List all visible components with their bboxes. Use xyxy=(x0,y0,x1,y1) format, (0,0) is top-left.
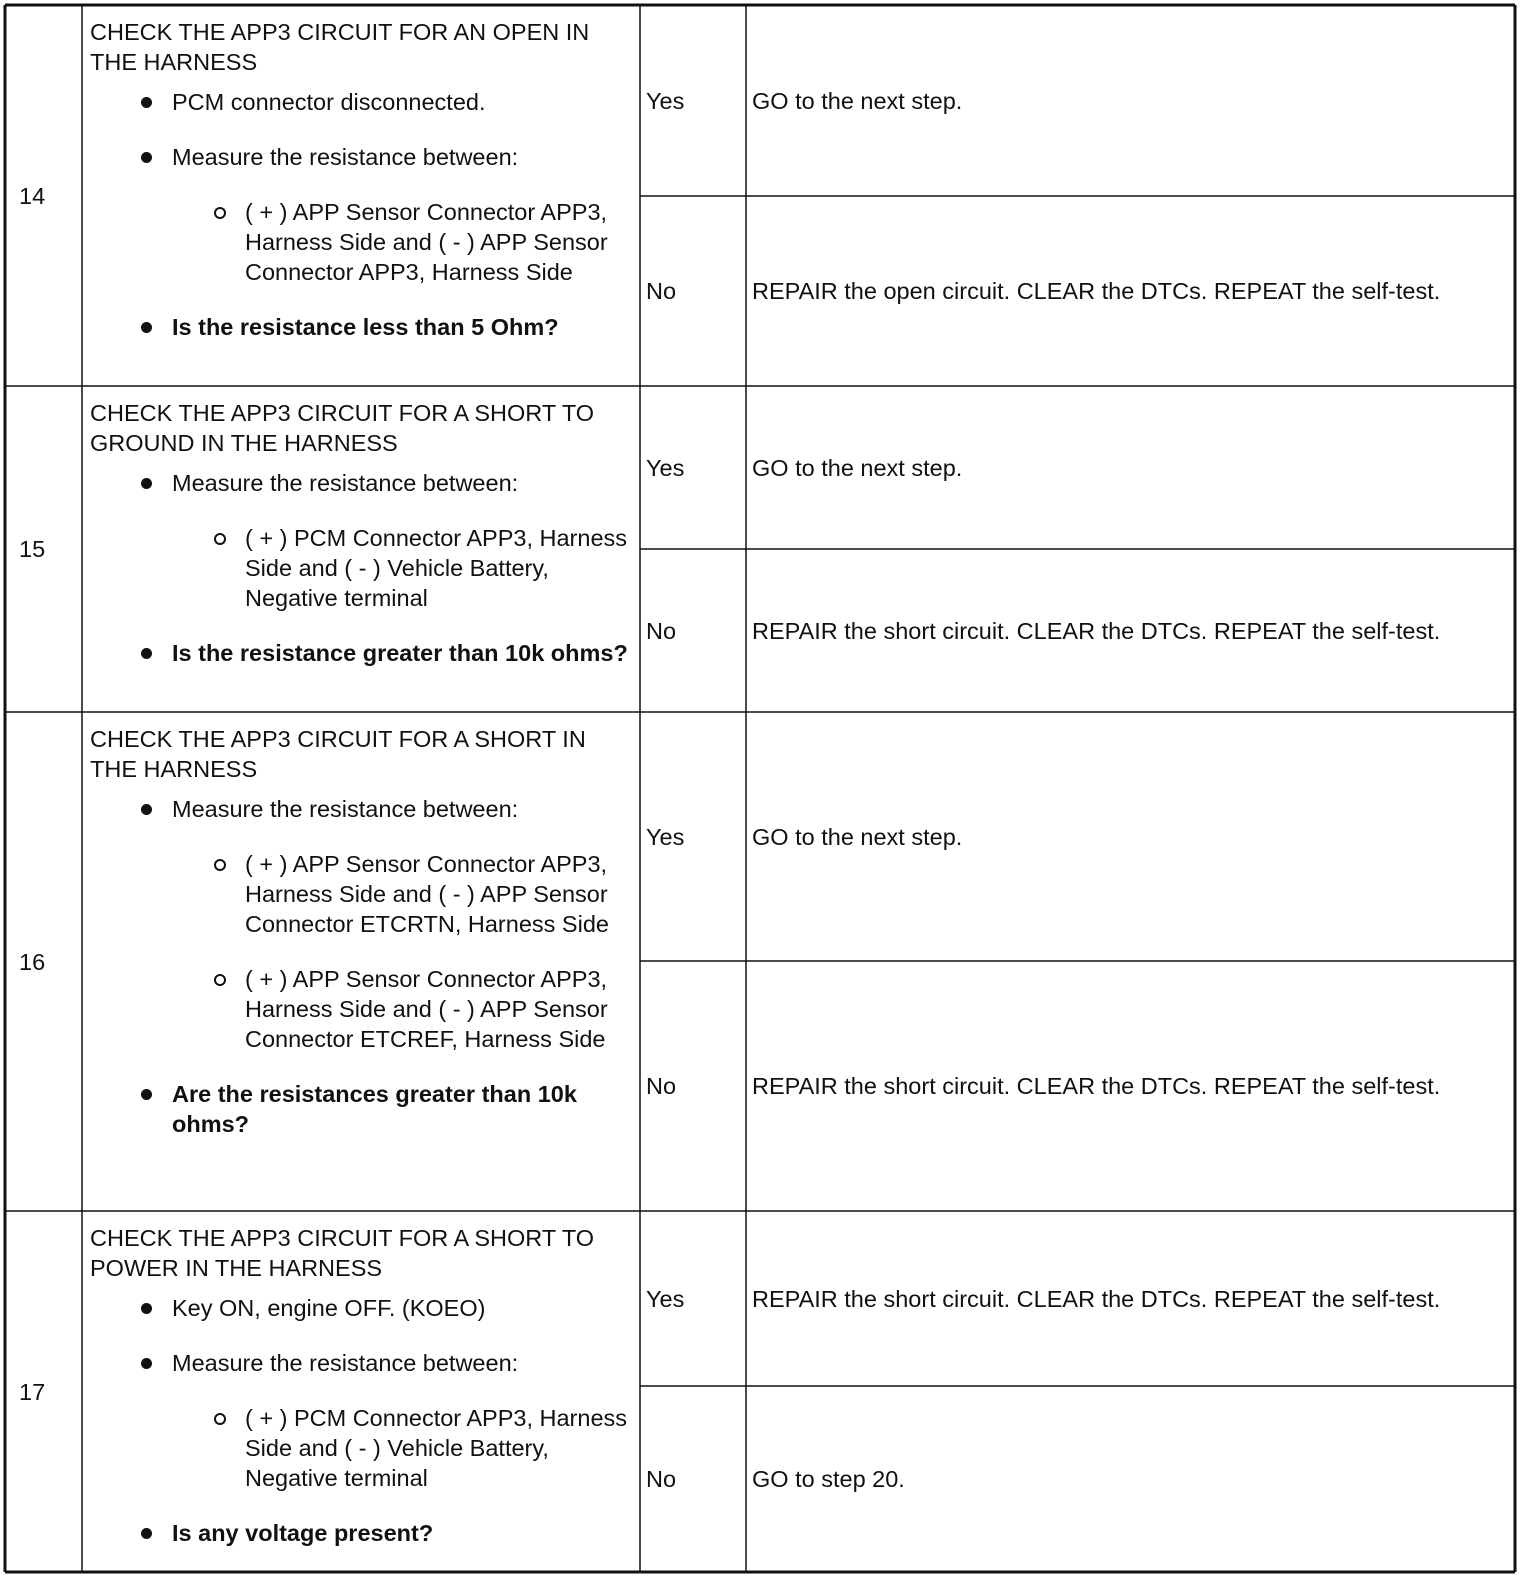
step-number: 17 xyxy=(19,1378,46,1405)
result-answer: No xyxy=(646,617,677,644)
step-sub-instruction: ( + ) PCM Connector APP3, Harness Side and ( - ) Vehicle Battery, Negative terminal xyxy=(90,523,632,613)
step-sub-instruction: ( + ) PCM Connector APP3, Harness Side and ( - ) Vehicle Battery, Negative terminal xyxy=(90,1403,632,1493)
result-answer: No xyxy=(646,278,677,304)
step-title: CHECK THE APP3 CIRCUIT FOR A SHORT IN THE HARNESS xyxy=(90,726,586,782)
result-answer: Yes xyxy=(646,823,685,850)
result-action: REPAIR the open circuit. CLEAR the DTCs. REPEAT the self-test. xyxy=(752,278,1441,304)
step-sub-instruction: ( + ) APP Sensor Connector APP3, Harness Side and ( - ) APP Sensor Connector ETCRTN, Harness Side xyxy=(90,849,632,939)
step-instruction: PCM connector disconnected. xyxy=(90,87,632,117)
step-bullet-list xyxy=(90,87,632,342)
step-instruction: Measure the resistance between: xyxy=(90,142,632,172)
step-instruction: Measure the resistance between: xyxy=(90,468,632,498)
result-answer: No xyxy=(646,1466,677,1492)
result-action: REPAIR the short circuit. CLEAR the DTCs. REPEAT the self-test. xyxy=(752,1073,1441,1099)
result-action: GO to the next step. xyxy=(752,823,963,850)
result-answer: No xyxy=(646,1073,677,1099)
step-sub-instruction: ( + ) APP Sensor Connector APP3, Harness Side and ( - ) APP Sensor Connector APP3, Harness Side xyxy=(90,197,632,287)
step-check-cell xyxy=(82,1211,640,1572)
result-answer: Yes xyxy=(646,454,685,481)
step-instruction: Key ON, engine OFF. (KOEO) xyxy=(90,1293,632,1323)
step-question: Are the resistances greater than 10k ohms? xyxy=(90,1079,632,1139)
step-title: CHECK THE APP3 CIRCUIT FOR AN OPEN IN THE HARNESS xyxy=(90,19,590,75)
result-action: GO to step 20. xyxy=(752,1466,905,1492)
result-answer: Yes xyxy=(646,87,685,114)
step-title: CHECK THE APP3 CIRCUIT FOR A SHORT TO GROUND IN THE HARNESS xyxy=(90,400,595,456)
result-action: GO to the next step. xyxy=(752,87,963,114)
step-question: Is any voltage present? xyxy=(90,1518,632,1548)
step-number: 14 xyxy=(19,182,46,209)
step-question: Is the resistance greater than 10k ohms? xyxy=(90,638,632,668)
step-check-cell xyxy=(82,712,640,1211)
result-action: REPAIR the short circuit. CLEAR the DTCs. REPEAT the self-test. xyxy=(752,617,1441,644)
step-number: 16 xyxy=(19,948,46,975)
step-check-cell xyxy=(82,5,640,386)
step-sub-instruction: ( + ) APP Sensor Connector APP3, Harness Side and ( - ) APP Sensor Connector ETCREF, Harness Side xyxy=(90,964,632,1054)
result-answer: Yes xyxy=(646,1285,685,1312)
step-title: CHECK THE APP3 CIRCUIT FOR A SHORT TO POWER IN THE HARNESS xyxy=(90,1225,595,1281)
step-bullet-list xyxy=(90,468,632,668)
step-bullet-list xyxy=(90,794,632,1139)
result-action: REPAIR the short circuit. CLEAR the DTCs. REPEAT the self-test. xyxy=(752,1285,1441,1312)
step-number: 15 xyxy=(19,536,46,562)
step-question: Is the resistance less than 5 Ohm? xyxy=(90,312,632,342)
step-instruction: Measure the resistance between: xyxy=(90,794,632,824)
result-action: GO to the next step. xyxy=(752,454,963,481)
step-instruction: Measure the resistance between: xyxy=(90,1348,632,1378)
step-check-cell xyxy=(82,386,640,712)
step-bullet-list xyxy=(90,1293,632,1548)
